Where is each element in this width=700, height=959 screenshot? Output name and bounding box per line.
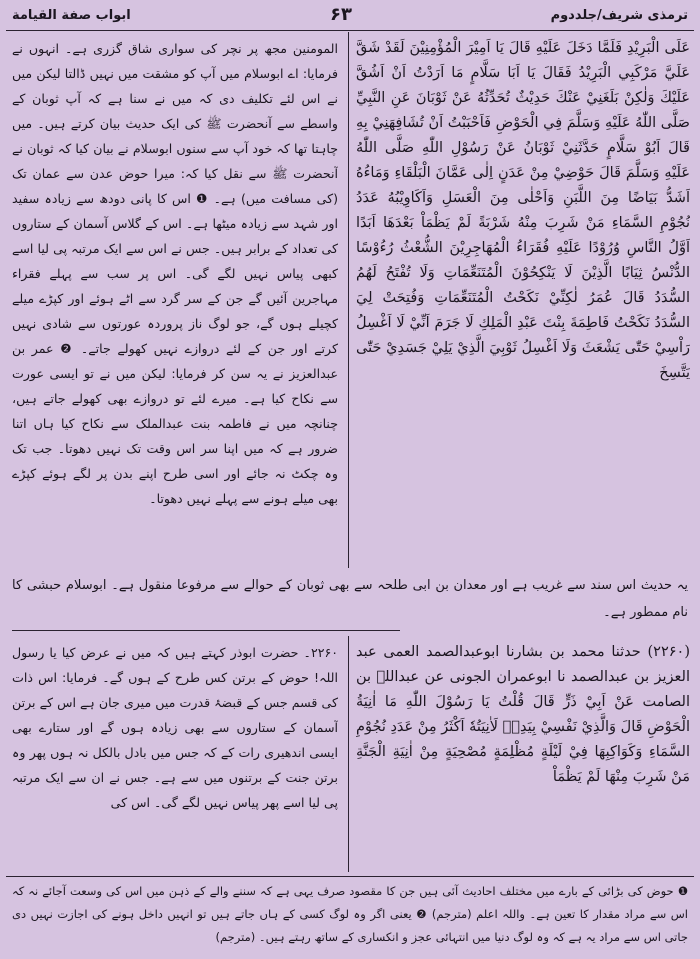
footnote-rule <box>6 876 694 877</box>
arabic-hadith-text: عَلَى الْبَرِيْدِ فَلَمَّا دَخَلَ عَلَيْهِ قَالَ يَا اَمِيْرَ الْمُؤْمِنِيْنَ لَقَدْ شَقَّ عَلَيَّ مَرْكَبِي الْبَرِيْدُ فَقَالَ يَا اَبَا سَلَّامٍ مَا اَرَدْتُ اَنْ اَشُقَّ عَلَيْكَ وَلٰكِنْ بَلَغَنِيْ عَنْكَ حَدِيْثٌ تُحَدِّثُهُ عَنْ ثَوْبَانَ عَنِ النَّبِيِّ صَلَّى اللّٰهُ عَلَيْهِ وَسَلَّمَ فِي الْحَوْضِ فَاَحْبَبْتُ اَنْ تُشَافِهَنِيْ بِهِ قَالَ اَبُوْ سَلَّامٍ حَدَّثَنِيْ ثَوْبَانُ عَنْ رَسُوْلِ اللّٰهِ صَلَّى اللّٰهُ عَلَيْهِ وَسَلَّمَ قَالَ حَوْضِيْ مِنْ عَدَنٍ اِلٰى عَمَّانَ الْبَلْقَاءِ وَمَاءُهُ اَشَدُّ بَيَاضًا مِنَ اللَّبَنِ وَاَحْلٰى مِنَ الْعَسَلِ وَاَكَاوِيْبُهُ عَدَدُ نُجُوْمِ السَّمَاءِ مَنْ شَرِبَ مِنْهُ شَرْبَةً لَمْ يَظْمَاْ بَعْدَهَا اَبَدًا اَوَّلُ النَّاسِ وُرُوْدًا عَلَيْهِ فُقَرَاءُ الْمُهَاجِرِيْنَ الشُّعْثُ رُءُوْسًا الدُّنْسُ ثِيَابًا الَّذِيْنَ لَا يَنْكِحُوْنَ الْمُتَنَعِّمَاتِ وَلَا تُفْتَحُ لَهُمُ السُّدَدُ قَالَ عُمَرُ لٰكِنِّيْ نَكَحْتُ الْمُتَنَعِّمَاتِ وَفُتِحَتْ لِيَ السُّدَدُ نَكَحْتُ فَاطِمَةَ بِنْتَ عَبْدِ الْمَلِكِ لَا جَرَمَ اَنِّيْ لَا اَغْسِلُ رَاْسِيْ حَتّٰى يَشْعَثَ وَلَا اَغْسِلُ ثَوْبِيَ الَّذِيْ يَلِيْ جَسَدِيْ حَتّٰى يَتَّسِخَ <box>356 40 690 381</box>
column-divider-bottom <box>348 636 349 872</box>
column-divider <box>348 32 349 568</box>
urdu-translation-text: المومنین مجھ پر نچر کی سواری شاق گزری ہے۔ انہوں نے فرمایا: اے ابوسلام میں آپ کو مشقت میں نہیں ڈالتا لیکن میں نے اس لئے تکلیف دی کہ میں نے سنا ہے کہ آپ ثوبان کے واسطے سے آنحضرت ﷺ کی ایک حدیث بیان کرتے ہیں۔ میں چاہتا تھا کہ خود آپ سے سنوں ابوسلام نے بیان کیا کہ ثوبان نے آنحضرت ﷺ سے نقل کیا کہ: میرا حوض عدن سے عمان تک (کی مسافت میں) ہے۔ ❶ اس کا پانی دودھ سے زیادہ سفید اور شہد سے زیادہ میٹھا ہے۔ اس کے گلاس آسمان کے ستاروں کی تعداد کے برابر ہیں۔ جس نے اس سے ایک مرتبہ پی لیا اسے کبھی پیاس نہیں لگے گی۔ اس پر سب سے پہلے فقراء مہاجرین آئیں گے جن کے سر گرد سے اٹے ہوئے اور کپڑے میلے کچیلے ہوں گے، جو لوگ ناز پروردہ عورتوں سے شادی نہیں کرتے اور جن کے لئے دروازے نہیں کھولے جاتے۔ ❷ عمر بن عبدالعزیز نے یہ سن کر فرمایا: لیکن میں نے تو ایسی عورت سے نکاح کیا ہے۔ میرے لئے تو دروازے بھی کھولے جاتے ہیں، چنانچہ میں نے فاطمہ بنت عبدالملک سے نکاح کیا ہاں اتنا ضرور ہے کہ میں اپنا سر اس وقت تک نہیں دھوتا۔ جب تک وہ چکٹ نہ جائے اور اسی طرح اپنے بدن پر لگے ہوئے کپڑے بھی میلے ہونے سے پہلے نہیں دھوتا۔ <box>12 41 338 506</box>
urdu-hadith-2260-text: ۲۲۶۰۔ حضرت ابوذر کہتے ہیں کہ میں نے عرض کیا یا رسول اللہ! حوض کے برتن کس طرح کے ہوں گے۔ فرمایا: اس ذات کی قسم جس کے قبضۂ قدرت میں میری جان ہے اس کے برتن آسمان کے ستاروں سے بھی زیادہ ہوں گے اور ستارے بھی ایسی اندھیری رات کے کہ جس میں بادل بالکل نہ ہوں پھر وہ برتن جنت کے برتنوں میں سے ہے۔ جس نے ان سے ایک مرتبہ پی لیا اسے پھر پیاس نہیں لگے گی۔ اس کی <box>12 645 338 810</box>
urdu-translation-column <box>12 36 338 566</box>
footnotes-text: ❶ حوض کی بڑائی کے بارے میں مختلف احادیث آئی ہیں جن کا مقصود صرف یہی ہے کہ سننے والے کے ذہن میں اس کی وسعت آجائے نہ کہ اس سے مراد مقدار کا تعین ہے۔ واللہ اعلم (مترجم) ❷ یعنی اگر وہ لوگ کسی کے ہاں جاتے ہیں تو انہیں داخل ہونے کی اجازت نہیں دی جاتی اس سے مراد یہ ہے کہ وہ لوگ دنیا میں انتہائی عجز و انکساری کے ساتھ رہتے ہیں۔ (مترجم) <box>12 884 688 944</box>
book-title-header: ترمذی شریف/جلددوم <box>550 8 688 23</box>
header-rule <box>6 30 694 31</box>
page-number: ۶۳ <box>330 4 352 25</box>
footnotes <box>12 880 688 954</box>
grading-note-text: یہ حدیث اس سند سے غریب ہے اور معدان بن ابی طلحہ سے بھی ثوبان کے حوالے سے مرفوعا منقول ہے۔ ابوسلام حبشی کا نام ممطور ہے۔ <box>12 578 688 620</box>
chapter-title-header: ابواب صفة القيامة <box>12 8 131 23</box>
hadith-grading-note <box>12 572 688 628</box>
arabic-hadith-2260-column <box>356 640 690 870</box>
urdu-hadith-2260-column <box>12 640 338 870</box>
arabic-hadith-column <box>356 36 690 566</box>
section-rule <box>12 630 400 631</box>
arabic-hadith-2260-text: (۲۲۶۰) حدثنا محمد بن بشارنا ابوعبدالصمد العمی عبد العزیز بن عبدالصمد نا ابوعمران الجونی عن عبداللہ بن الصامت عَنْ اَبِيْ ذَرٍّ قَالَ قُلْتُ يَا رَسُوْلَ اللّٰهِ مَا اٰنِيَةُ الْحَوْضِ قَالَ وَالَّذِيْ نَفْسِيْ بِيَدِهٖ لَاٰنِيَتُهٗ اَكْثَرُ مِنْ عَدَدِ نُجُوْمِ السَّمَاءِ وَكَوَاكِبِهَا فِيْ لَيْلَةٍ مُظْلِمَةٍ مُصْحِيَةٍ مِنْ اٰنِيَةِ الْجَنَّةِ مَنْ شَرِبَ مِنْهَا لَمْ يَظْمَاْ <box>356 644 690 785</box>
